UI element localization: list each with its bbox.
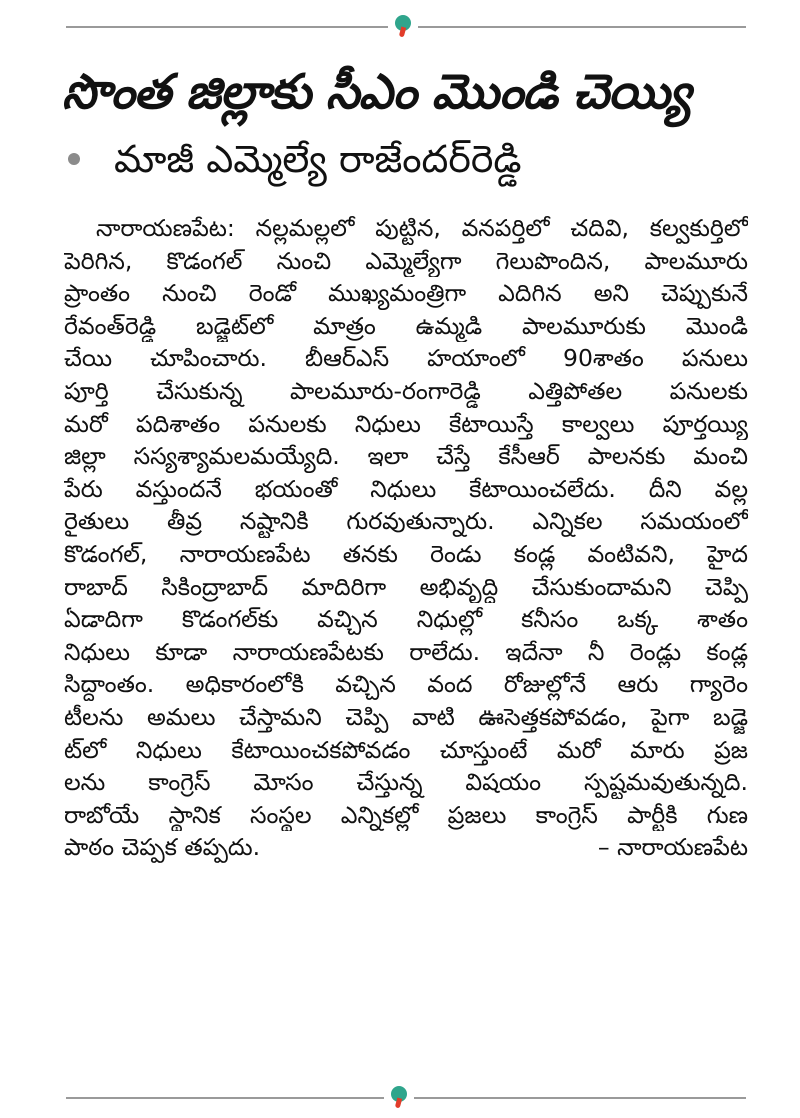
- body-last-line-text: పాఠం చెప్పక తప్పదు.: [64, 833, 261, 862]
- body-line: లను కాంగ్రెస్ మోసం చేస్తున్న విషయం స్పష్టమవుతున్నది.: [64, 768, 748, 797]
- body-line: పూర్తి చేసుకున్న పాలమూరు-రంగారెడ్డి ఎత్తిపోతల పనులకు: [64, 376, 748, 405]
- article-body: [64, 212, 748, 864]
- body-line: రేవంత్‌రెడ్డి బడ్జెట్‌లో మాత్రం ఉమ్మడి పాలమూరుకు మొండి: [64, 311, 748, 340]
- body-line: నారాయణపేట: నల్లమల్లలో పుట్టిన, వనపర్తిలో చదివి, కల్వకుర్తిలో: [96, 214, 748, 242]
- body-line: ట్‌లో నిధులు కేటాయించకపోవడం చూస్తుంటే మరో మారు ప్రజ: [64, 735, 748, 764]
- article-signature: – నారాయణపేట: [597, 833, 748, 862]
- body-line: జిల్లా సస్యశ్యామలమయ్యేది. ఇలా చేస్తే కేసీఆర్ పాలనకు మంచి: [64, 442, 748, 471]
- newspaper-logo-icon: [388, 11, 418, 41]
- newspaper-logo-icon: [384, 1082, 414, 1112]
- body-line: పేరు వస్తుందనే భయంతో నిధులు కేటాయించలేదు. దీని వల్ల: [64, 474, 748, 503]
- body-line: ఏడాదిగా కొడంగల్‌కు వచ్చిన నిధుల్లో కనీసం ఒక్క శాతం: [64, 605, 748, 634]
- body-line: పెరిగిన, కొడంగల్ నుంచి ఎమ్మెల్యేగా గెలుపొందిన, పాలమూరు: [64, 246, 748, 275]
- body-line: సిద్ధాంతం. అధికారంలోకి వచ్చిన వంద రోజుల్లోనే ఆరు గ్యారెం: [64, 670, 748, 699]
- body-last-line: [64, 831, 748, 864]
- body-line: రాబాద్ సికింద్రాబాద్ మాదిరిగా అభివృద్ధి చేసుకుందామని చెప్పి: [64, 572, 748, 601]
- body-line: రైతులు తీవ్ర నష్టానికి గురవుతున్నారు. ఎన్నికల సమయంలో: [64, 507, 748, 536]
- body-line: కొడంగల్, నారాయణపేట తనకు రెండు కండ్ల వంటివని, హైద: [64, 539, 748, 568]
- body-line: టీలను అమలు చేస్తామని చెప్పి వాటి ఊసెత్తకపోవడం, పైగా బడ్జె: [64, 702, 748, 731]
- body-line: ప్రాంతం నుంచి రెండో ముఖ్యమంత్రిగా ఎదిగిన అని చెప్పుకునే: [64, 279, 748, 308]
- subheadline-text: మాజీ ఎమ్మెల్యే రాజేందర్‌రెడ్డి: [114, 137, 522, 181]
- bullet-icon: [68, 153, 80, 165]
- body-line: మరో పదిశాతం పనులకు నిధులు కేటాయిస్తే కాల్వలు పూర్తయ్యి: [64, 409, 748, 438]
- body-line: రాబోయే స్థానిక సంస్థల ఎన్నికల్లో ప్రజలు కాంగ్రెస్ పార్టీకి గుణ: [64, 800, 748, 829]
- body-line: చేయి చూపించారు. బీఆర్‌ఎస్ హయాంలో 90శాతం పనులు: [64, 344, 748, 373]
- article-headline: సొంత జిల్లాకు సీఎం మొండి చెయ్యి: [62, 64, 691, 120]
- article-subheadline: [68, 134, 748, 184]
- body-line: నిధులు కూడా నారాయణపేటకు రాలేదు. ఇదేనా నీ రెండ్లు కండ్ల: [64, 637, 748, 666]
